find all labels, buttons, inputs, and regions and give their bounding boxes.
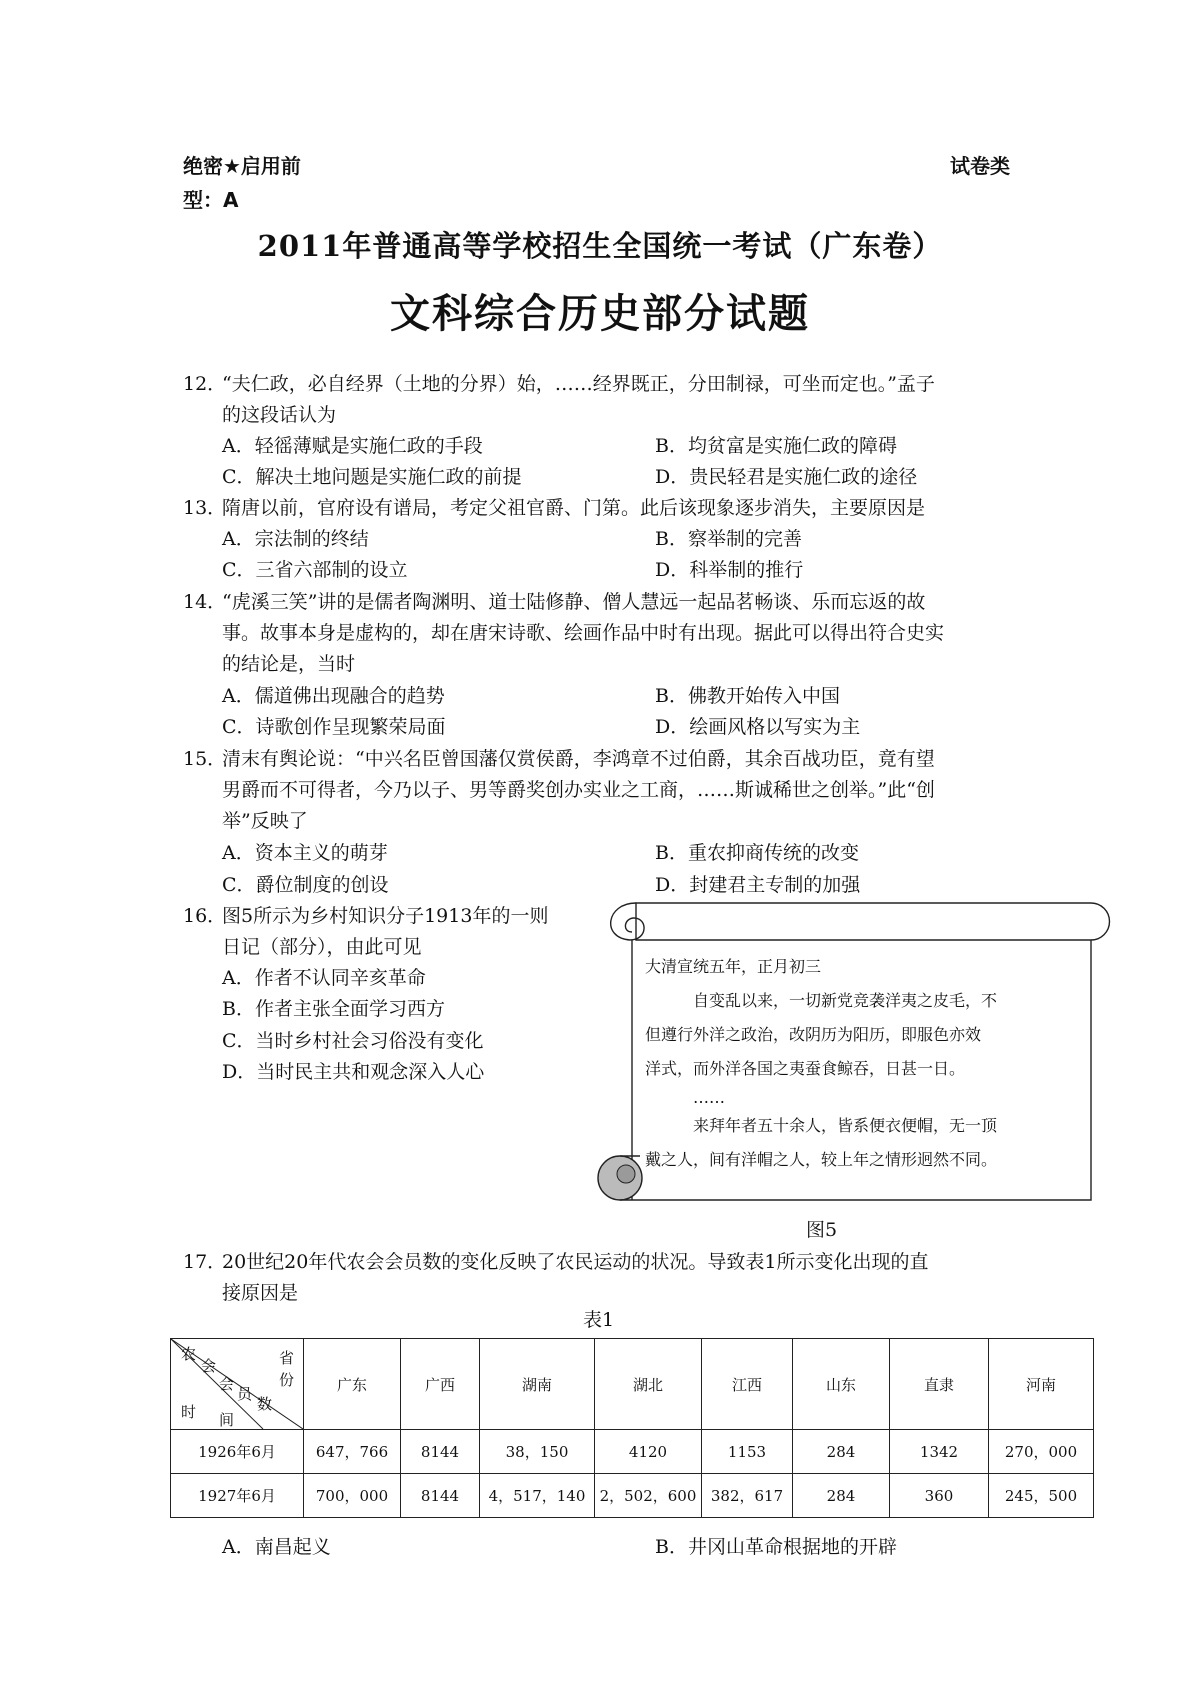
option-d: D．贵民轻君是实施仁政的途径 <box>655 466 918 488</box>
column-header: 河南 <box>989 1339 1094 1430</box>
question-stem: 图5所示为乡村知识分子1913年的一则 <box>222 905 549 927</box>
table-1 <box>170 1338 1094 1518</box>
question-stem: 清末有舆论说：“中兴名臣曾国藩仅赏侯爵，李鸿章不过伯爵，其余百战功臣，竟有望 <box>222 748 935 770</box>
option-a: A．南昌起义 <box>222 1536 331 1558</box>
exam-title: 2011年普通高等学校招生全国统一考试（广东卷） <box>257 229 943 263</box>
column-header: 广东 <box>304 1339 401 1430</box>
column-header: 山东 <box>793 1339 890 1430</box>
question-number: 15． <box>183 748 227 770</box>
corner-cell <box>171 1339 304 1430</box>
table-cell: 8144 <box>401 1430 480 1474</box>
figure-caption: 图5 <box>806 1219 838 1241</box>
column-header: 湖南 <box>480 1339 595 1430</box>
column-header: 广西 <box>401 1339 480 1430</box>
question-stem: 的结论是，当时 <box>222 653 356 675</box>
option-d: D．当时民主共和观念深入人心 <box>222 1061 485 1083</box>
question-number: 12． <box>183 373 227 395</box>
diary-text: 自变乱以来，一切新党竞袭洋夷之皮毛，不 <box>693 991 998 1010</box>
table-caption: 表1 <box>583 1309 615 1331</box>
option-a: A．宗法制的终结 <box>222 528 369 550</box>
table-cell: 38，150 <box>480 1430 595 1474</box>
corner-label: 员 <box>237 1385 253 1403</box>
column-header: 湖北 <box>595 1339 702 1430</box>
table-row <box>171 1430 1094 1474</box>
option-c: C．解决土地问题是实施仁政的前提 <box>222 466 522 488</box>
paper-type-label: 试卷类 <box>950 154 1010 178</box>
table-cell: 284 <box>793 1430 890 1474</box>
option-a: A．儒道佛出现融合的趋势 <box>222 685 445 707</box>
option-d: D．科举制的推行 <box>655 559 804 581</box>
question-stem: 隋唐以前，官府设有谱局，考定父祖官爵、门第。此后该现象逐步消失，主要原因是 <box>222 497 926 519</box>
question-stem: 接原因是 <box>222 1282 299 1304</box>
table-cell: 700，000 <box>304 1474 401 1518</box>
question-number: 14． <box>183 591 227 613</box>
corner-label: 农 <box>181 1345 197 1363</box>
table-row <box>171 1474 1094 1518</box>
table-cell: 4，517，140 <box>480 1474 595 1518</box>
diary-ellipsis: …… <box>693 1088 725 1107</box>
corner-label: 时 <box>181 1403 197 1421</box>
option-b: B．井冈山革命根据地的开辟 <box>655 1536 897 1558</box>
column-header: 直隶 <box>890 1339 989 1430</box>
option-b: B．佛教开始传入中国 <box>655 685 840 707</box>
secrecy-label: 绝密★启用前 <box>183 154 301 178</box>
table-cell: 1153 <box>702 1430 793 1474</box>
corner-label: 省 <box>279 1349 295 1367</box>
option-c: C．三省六部制的设立 <box>222 559 408 581</box>
option-c: C．诗歌创作呈现繁荣局面 <box>222 716 446 738</box>
table-cell: 360 <box>890 1474 989 1518</box>
question-stem: 事。故事本身是虚构的，却在唐宋诗歌、绘画作品中时有出现。据此可以得出符合史实 <box>222 622 945 644</box>
option-b: B．作者主张全面学习西方 <box>222 998 445 1020</box>
table-cell: 245，500 <box>989 1474 1094 1518</box>
question-stem: 20世纪20年代农会会员数的变化反映了农民运动的状况。导致表1所示变化出现的直 <box>222 1251 929 1273</box>
option-a: A．资本主义的萌芽 <box>222 842 388 864</box>
table-cell: 8144 <box>401 1474 480 1518</box>
table-cell: 284 <box>793 1474 890 1518</box>
table-cell: 4120 <box>595 1430 702 1474</box>
table-header-row <box>171 1339 1094 1430</box>
option-b: B．察举制的完善 <box>655 528 802 550</box>
corner-label: 会 <box>201 1357 217 1375</box>
row-time: 1926年6月 <box>171 1430 304 1474</box>
question-stem: 的这段话认为 <box>222 404 337 426</box>
table-cell: 647，766 <box>304 1430 401 1474</box>
question-number: 16． <box>183 905 227 927</box>
table-cell: 382，617 <box>702 1474 793 1518</box>
option-d: D．封建君主专制的加强 <box>655 874 861 896</box>
corner-label: 份 <box>279 1371 295 1389</box>
question-number: 13． <box>183 497 227 519</box>
row-time: 1927年6月 <box>171 1474 304 1518</box>
diary-text: 洋式，而外洋各国之夷蚕食鲸吞，日甚一日。 <box>645 1059 966 1078</box>
question-number: 17． <box>183 1251 227 1273</box>
question-stem: “夫仁政，必自经界（土地的分界）始，……经界既正，分田制禄，可坐而定也。”孟子 <box>222 373 935 395</box>
diary-date: 大清宣统五年，正月初三 <box>645 957 822 976</box>
question-stem: 日记（部分），由此可见 <box>222 936 422 958</box>
table-cell: 270，000 <box>989 1430 1094 1474</box>
diary-text: 戴之人，间有洋帽之人，较上年之情形迥然不同。 <box>645 1150 998 1169</box>
exam-subtitle: 文科综合历史部分试题 <box>390 291 810 337</box>
question-stem: “虎溪三笑”讲的是儒者陶渊明、道士陆修静、僧人慧远一起品茗畅谈、乐而忘返的故 <box>222 591 926 613</box>
paper-type-continued: 型：A <box>183 188 239 212</box>
option-c: C．当时乡村社会习俗没有变化 <box>222 1030 484 1052</box>
option-d: D．绘画风格以写实为主 <box>655 716 861 738</box>
corner-label: 会 <box>219 1375 235 1393</box>
diary-text: 但遵行外洋之政治，改阴历为阳历，即服色亦效 <box>645 1025 982 1044</box>
column-header: 江西 <box>702 1339 793 1430</box>
corner-label: 间 <box>219 1411 235 1429</box>
corner-label: 数 <box>257 1395 273 1413</box>
option-c: C．爵位制度的创设 <box>222 874 389 896</box>
diary-text: 来拜年者五十余人，皆系便衣便帽，无一顶 <box>693 1116 998 1135</box>
option-a: A．作者不认同辛亥革命 <box>222 967 426 989</box>
question-stem: 男爵而不可得者，今乃以子、男等爵奖创办实业之工商，……斯诚稀世之创举。”此“创 <box>222 779 935 801</box>
question-stem: 举”反映了 <box>222 810 308 832</box>
option-b: B．均贫富是实施仁政的障碍 <box>655 435 897 457</box>
option-a: A．轻徭薄赋是实施仁政的手段 <box>222 435 483 457</box>
option-b: B．重农抑商传统的改变 <box>655 842 859 864</box>
table-cell: 1342 <box>890 1430 989 1474</box>
table-cell: 2，502，600 <box>595 1474 702 1518</box>
